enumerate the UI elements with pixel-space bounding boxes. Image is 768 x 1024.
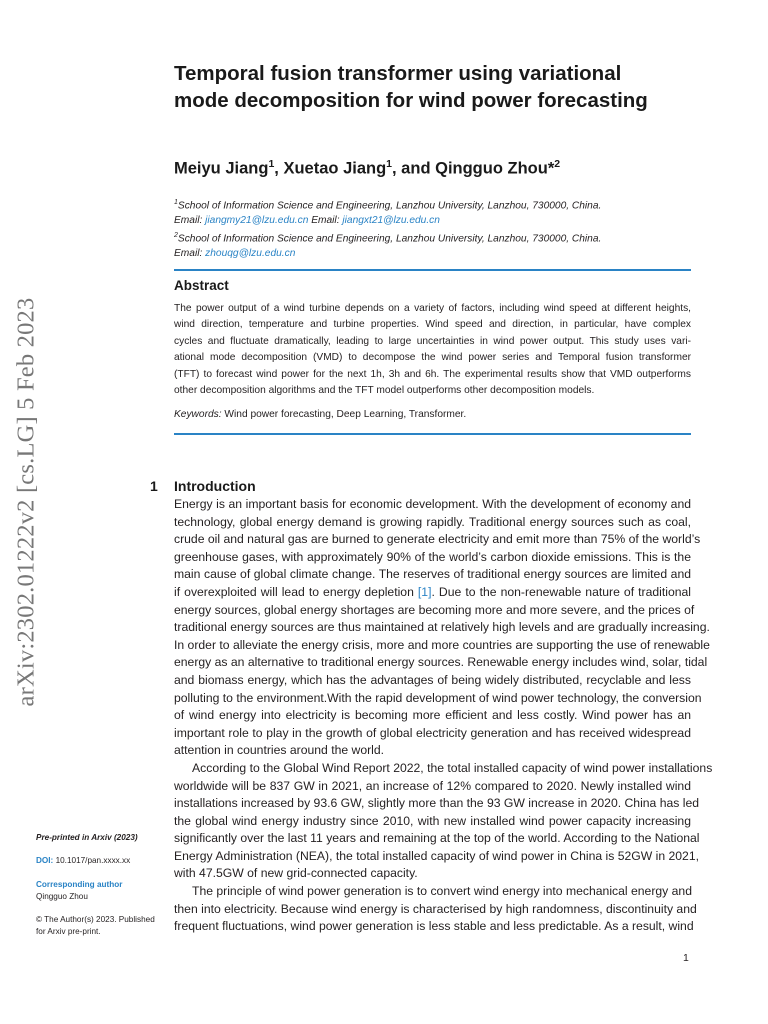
author-name: Qingguo Zhou*	[435, 159, 555, 178]
abstract-line: (TFT) to forecast wind power for the next 1h, 3h and 6h. The experimental results show that VMD outperforms	[174, 368, 691, 380]
abstract-body	[174, 301, 691, 399]
author-list	[174, 158, 560, 179]
author-separator: , and	[392, 159, 436, 178]
affiliation-text: School of Information Science and Engineering, Lanzhou University, Lanzhou, 730000, China.	[177, 232, 602, 244]
keywords	[174, 409, 466, 420]
body-line	[174, 742, 691, 760]
body-line	[174, 672, 691, 690]
body-line-text: and biomass energy, which has the advantages of being widely distributed, recyclable and less	[174, 672, 691, 687]
body-line-text: energy as an alternative to traditional energy sources. Renewable energy includes wind, solar, tidal	[174, 655, 708, 670]
body-line-text: technology, global energy demand is growing rapidly. Traditional energy sources such as coal,	[174, 514, 691, 529]
affiliations	[174, 196, 694, 261]
body-line-text: worldwide will be 837 GW in 2021, an increase of 12% compared to 2020. Newly installed wind	[174, 778, 691, 793]
body-line	[174, 566, 691, 584]
affiliation-1	[174, 196, 694, 214]
email-label: Email:	[174, 214, 203, 226]
body-line-text: . Due to the non-renewable nature of traditional	[431, 584, 691, 599]
body-line	[174, 760, 713, 778]
abstract-heading: Abstract	[174, 278, 229, 293]
abstract-line: ational mode decomposition (VMD) to decompose the wind power series and Temporal fusion transformer	[174, 352, 691, 364]
page-number: 1	[683, 952, 689, 964]
keywords-label: Keywords:	[174, 409, 222, 420]
body-line	[174, 637, 710, 655]
body-line	[174, 901, 697, 919]
author-separator: ,	[274, 159, 284, 178]
paper-title: Temporal fusion transformer using variational mode decomposition for wind power forecasting	[174, 62, 648, 112]
body-line	[174, 707, 691, 725]
body-line-text: frequent fluctuations, wind power generation is less stable and less predictable. As a result, wind	[174, 919, 694, 934]
abstract-line: wind direction, temperature and turbine properties. Wind speed and direction, in particular, have complex	[174, 319, 691, 331]
author-affil-sup: 2	[554, 158, 561, 170]
arxiv-stamp-text: arXiv:2302.01222v2 [cs.LG] 5 Feb 2023	[12, 297, 39, 706]
body-line-text: The principle of wind power generation is to convert wind energy into mechanical energy and	[192, 884, 692, 899]
affiliation-text: School of Information Science and Engineering, Lanzhou University, Lanzhou, 730000, China.	[177, 200, 602, 212]
sidebar-doi	[36, 855, 166, 867]
body-line-text: According to the Global Wind Report 2022, the total installed capacity of wind power installations	[192, 760, 713, 775]
body-line	[174, 531, 701, 549]
body-line-text: In order to alleviate the energy crisis, more and more countries are supporting the use of renewable	[174, 637, 710, 652]
body-line-text: of wind energy into electricity is becoming more efficient and less costly. Wind power has an	[174, 708, 691, 723]
author-name: Xuetao Jiang	[283, 159, 387, 178]
body-line	[174, 496, 691, 514]
body-line-text: crude oil and natural gas are burned to generate electricity and emit more than 75% of the world’s	[174, 532, 701, 547]
email-label: Email:	[311, 214, 340, 226]
sidebar-preprint	[36, 832, 166, 844]
body-line	[174, 795, 700, 813]
affiliation-sup: 1	[174, 199, 178, 206]
author-affil-sup: 1	[268, 158, 275, 170]
body-line	[174, 725, 691, 743]
body-line	[174, 514, 691, 532]
author-affil-sup: 1	[386, 158, 393, 170]
body-line	[174, 619, 710, 637]
abstract-top-rule	[174, 269, 691, 271]
body-line-text: attention in countries around the world.	[174, 743, 385, 758]
affiliation-2	[174, 229, 694, 247]
corresponding-name: Qingguo Zhou	[36, 891, 88, 901]
abstract-bottom-rule	[174, 433, 691, 435]
affiliation-1-emails	[174, 214, 694, 229]
body-line-text: traditional energy sources are thus maintained at relatively high levels and are gradually increasing.	[174, 620, 710, 635]
body-line	[174, 848, 699, 866]
body-line	[174, 883, 691, 901]
affiliation-2-emails	[174, 247, 694, 262]
body-line-text: installations increased by 93.6 GW, slightly more than the 93 GW increase in 2020. China has led	[174, 796, 700, 811]
body-line-text: main cause of global climate change. The reserves of traditional energy sources are limited and	[174, 567, 691, 582]
introduction-body	[174, 496, 713, 936]
abstract-line: cycles and fluctuate dramatically, leading to large uncertainties in wind power output. This study uses vari-	[174, 335, 691, 347]
sidebar-copyright	[36, 914, 166, 937]
email-link[interactable]: jiangxt21@lzu.edu.cn	[342, 214, 440, 226]
corresponding-label: Corresponding author	[36, 880, 123, 889]
body-line-text: Energy Administration (NEA), the total installed capacity of wind power in China is 52GW in 2021,	[174, 848, 699, 863]
body-line-text: then into electricity. Because wind energy is characterised by high randomness, discontinuity and	[174, 901, 697, 916]
body-line	[174, 918, 694, 936]
body-line	[174, 813, 691, 831]
body-line	[174, 602, 695, 620]
body-line	[174, 690, 702, 708]
affiliation-sup: 2	[174, 231, 178, 239]
section-title: Introduction	[174, 478, 256, 494]
abstract-line: The power output of a wind turbine depends on a variety of factors, including wind speed at different heights,	[174, 303, 691, 314]
doi-value: 10.1017/pan.xxxx.xx	[55, 856, 131, 865]
copyright-line: © The Author(s) 2023. Published	[36, 915, 155, 924]
email-label: Email:	[174, 247, 203, 259]
sidebar-corresponding	[36, 879, 166, 902]
copyright-line: for Arxiv pre-print.	[36, 926, 101, 936]
body-line	[174, 584, 691, 602]
body-line-text: important role to play in the growth of global electricity generation and has received widespread	[174, 725, 691, 740]
body-line	[174, 830, 700, 848]
body-line	[174, 654, 708, 672]
doi-label: DOI:	[36, 856, 54, 865]
section-number: 1	[150, 478, 158, 494]
arxiv-stamp	[4, 283, 48, 720]
body-line-text: with 47.5GW of new grid-connected capacity.	[174, 866, 418, 881]
body-line-text: Energy is an important basis for economic development. With the development of economy and	[174, 497, 691, 511]
keywords-text: Wind power forecasting, Deep Learning, Transformer.	[224, 409, 467, 420]
body-line-text: significantly over the last 11 years and remaining at the top of the world. According to the National	[174, 831, 700, 846]
email-link[interactable]: jiangmy21@lzu.edu.cn	[205, 214, 309, 226]
body-line-text: polluting to the environment.With the rapid development of wind power technology, the conversion	[174, 690, 702, 705]
body-line-text: greenhouse gases, with approximately 90% of the world’s carbon dioxide emissions. This is the	[174, 549, 691, 564]
body-line	[174, 778, 691, 796]
body-line	[174, 549, 691, 567]
author-name: Meiyu Jiang	[174, 159, 269, 178]
citation-link[interactable]: [1]	[417, 584, 432, 599]
abstract-line: other decomposition algorithms and the TFT model outperforms other decomposition models.	[174, 385, 595, 397]
email-link[interactable]: zhouqg@lzu.edu.cn	[205, 247, 296, 259]
body-line-text: if overexploited will lead to energy depletion	[174, 584, 418, 599]
body-line-text: the global wind energy industry since 2010, with new installed wind power capacity increasing	[174, 813, 691, 828]
preprint-note: Pre-printed in Arxiv (2023)	[36, 833, 138, 842]
body-line-text: energy sources, global energy shortages are becoming more and more severe, and the prices of	[174, 602, 695, 617]
body-line	[174, 865, 691, 883]
